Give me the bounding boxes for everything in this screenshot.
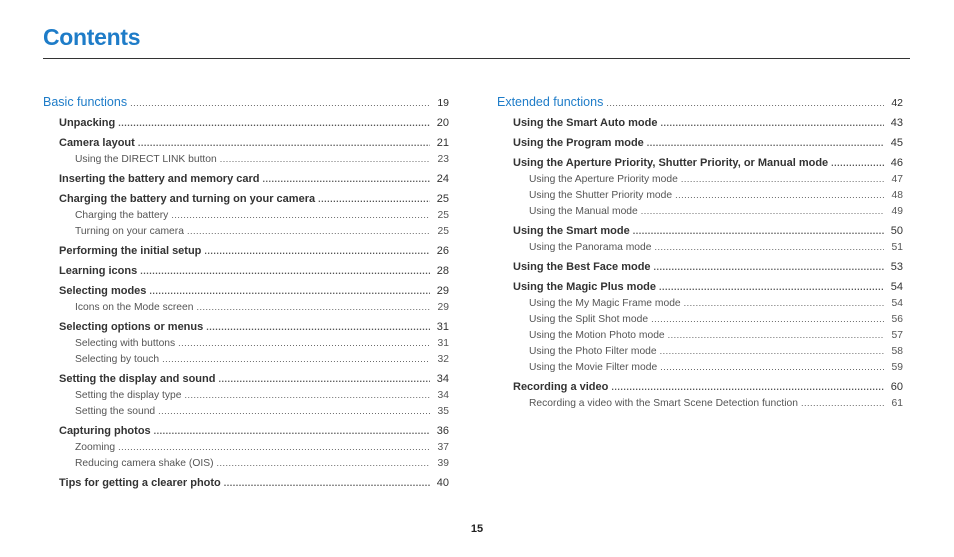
toc-page-number: 43 bbox=[890, 117, 903, 129]
toc-entry[interactable] bbox=[43, 117, 449, 134]
toc-page-number: 57 bbox=[891, 330, 903, 341]
toc-page-number: 61 bbox=[891, 398, 903, 409]
toc-subentry[interactable] bbox=[497, 174, 903, 190]
dot-leader bbox=[654, 262, 884, 272]
toc-page-number: 39 bbox=[437, 458, 449, 469]
title-divider bbox=[43, 58, 910, 59]
page-title: Contents bbox=[43, 24, 141, 50]
toc-page-number: 29 bbox=[436, 285, 449, 297]
toc-section-heading[interactable] bbox=[497, 95, 903, 114]
toc-subentry[interactable] bbox=[43, 442, 449, 458]
dot-leader bbox=[138, 138, 430, 148]
toc-page-number: 34 bbox=[436, 373, 449, 385]
toc-entry-title: Camera layout bbox=[59, 137, 135, 149]
toc-entry[interactable] bbox=[43, 245, 449, 262]
toc-page-number: 60 bbox=[890, 381, 903, 393]
dot-leader bbox=[659, 282, 884, 292]
dot-leader bbox=[204, 246, 430, 256]
toc-page-number: 25 bbox=[437, 226, 449, 237]
toc-entry[interactable] bbox=[43, 477, 449, 494]
toc-entry-title: Performing the initial setup bbox=[59, 245, 202, 257]
toc-page-number: 54 bbox=[891, 298, 903, 309]
dot-leader bbox=[660, 346, 884, 356]
toc-page-number: 26 bbox=[436, 245, 449, 257]
toc-entry-title: Charging the battery and turning on your camera bbox=[59, 193, 316, 205]
toc-page-number: 23 bbox=[437, 154, 449, 165]
toc-entry-title: Using the My Magic Frame mode bbox=[529, 298, 681, 309]
dot-leader bbox=[184, 390, 430, 400]
toc-page-number: 40 bbox=[436, 477, 449, 489]
toc-entry[interactable] bbox=[497, 137, 903, 154]
toc-entry-title: Using the Motion Photo mode bbox=[529, 330, 665, 341]
toc-entry-title: Using the Aperture Priority mode bbox=[529, 174, 678, 185]
dot-leader bbox=[655, 242, 885, 252]
toc-left-column bbox=[43, 93, 449, 494]
dot-leader bbox=[206, 322, 430, 332]
toc-entry-title: Setting the sound bbox=[75, 406, 156, 417]
toc-subentry[interactable] bbox=[43, 154, 449, 170]
toc-entry-title: Using the Panorama mode bbox=[529, 242, 652, 253]
toc-page-number: 28 bbox=[436, 265, 449, 277]
toc-entry-title: Using the Aperture Priority, Shutter Priority, or Manual mode bbox=[513, 157, 829, 169]
toc-subentry[interactable] bbox=[497, 314, 903, 330]
toc-entry-title: Recording a video bbox=[513, 381, 609, 393]
toc-subentry[interactable] bbox=[497, 398, 903, 414]
dot-leader bbox=[187, 226, 430, 236]
toc-page-number: 53 bbox=[890, 261, 903, 273]
toc-entry-title: Capturing photos bbox=[59, 425, 151, 437]
toc-entry[interactable] bbox=[497, 157, 903, 174]
toc-subentry[interactable] bbox=[497, 206, 903, 222]
dot-leader bbox=[162, 354, 430, 364]
toc-entry-title: Using the Smart Auto mode bbox=[513, 117, 658, 129]
toc-entry-title: Setting the display type bbox=[75, 390, 182, 401]
toc-entry[interactable] bbox=[497, 225, 903, 242]
dot-leader bbox=[149, 286, 430, 296]
toc-entry-title: Using the Photo Filter mode bbox=[529, 346, 657, 357]
toc-entry-title: Using the Best Face mode bbox=[513, 261, 651, 273]
dot-leader bbox=[668, 330, 884, 340]
toc-entry-title: Recording a video with the Smart Scene Detection function bbox=[529, 398, 799, 409]
toc-page-number: 35 bbox=[437, 406, 449, 417]
toc-entry[interactable] bbox=[497, 281, 903, 298]
dot-leader bbox=[197, 302, 431, 312]
dot-leader bbox=[681, 174, 884, 184]
toc-entry-title: Zooming bbox=[75, 442, 116, 453]
toc-entry[interactable] bbox=[497, 261, 903, 278]
toc-page-number: 54 bbox=[890, 281, 903, 293]
dot-leader bbox=[118, 118, 430, 128]
dot-leader bbox=[130, 98, 430, 108]
toc-page-number: 19 bbox=[437, 97, 449, 109]
toc-entry-title: Selecting by touch bbox=[75, 354, 160, 365]
dot-leader bbox=[140, 266, 430, 276]
toc-subentry[interactable] bbox=[497, 330, 903, 346]
toc-right-column bbox=[497, 93, 903, 414]
toc-entry-title: Icons on the Mode screen bbox=[75, 302, 194, 313]
toc-entry[interactable] bbox=[43, 173, 449, 190]
toc-entry-title: Charging the battery bbox=[75, 210, 169, 221]
toc-subentry[interactable] bbox=[43, 210, 449, 226]
toc-page-number: 34 bbox=[437, 390, 449, 401]
toc-entry[interactable] bbox=[497, 381, 903, 398]
toc-subentry[interactable] bbox=[43, 226, 449, 242]
toc-page-number: 37 bbox=[437, 442, 449, 453]
toc-entry-title: Using the Movie Filter mode bbox=[529, 362, 658, 373]
dot-leader bbox=[606, 98, 884, 108]
toc-entry-title: Basic functions bbox=[43, 95, 128, 109]
toc-entry[interactable] bbox=[43, 321, 449, 338]
toc-page-number: 47 bbox=[891, 174, 903, 185]
toc-subentry[interactable] bbox=[497, 346, 903, 362]
toc-entry-title: Learning icons bbox=[59, 265, 138, 277]
toc-page-number: 50 bbox=[890, 225, 903, 237]
dot-leader bbox=[217, 458, 431, 468]
toc-page-number: 25 bbox=[437, 210, 449, 221]
toc-subentry[interactable] bbox=[43, 390, 449, 406]
toc-page-number: 24 bbox=[436, 173, 449, 185]
dot-leader bbox=[171, 210, 430, 220]
toc-page-number: 46 bbox=[890, 157, 903, 169]
toc-subentry[interactable] bbox=[43, 354, 449, 370]
dot-leader bbox=[118, 442, 430, 452]
toc-entry-title: Reducing camera shake (OIS) bbox=[75, 458, 214, 469]
toc-page-number: 20 bbox=[436, 117, 449, 129]
toc-subentry[interactable] bbox=[497, 362, 903, 378]
dot-leader bbox=[675, 190, 884, 200]
dot-leader bbox=[218, 374, 430, 384]
toc-entry[interactable] bbox=[43, 285, 449, 302]
toc-entry-title: Using the DIRECT LINK button bbox=[75, 154, 217, 165]
toc-entry-title: Selecting modes bbox=[59, 285, 147, 297]
toc-subentry[interactable] bbox=[497, 190, 903, 206]
dot-leader bbox=[801, 398, 884, 408]
toc-entry-title: Using the Shutter Priority mode bbox=[529, 190, 673, 201]
toc-entry-title: Using the Program mode bbox=[513, 137, 644, 149]
dot-leader bbox=[641, 206, 884, 216]
toc-entry-title: Selecting with buttons bbox=[75, 338, 176, 349]
toc-subentry[interactable] bbox=[43, 406, 449, 422]
toc-page-number: 29 bbox=[437, 302, 449, 313]
dot-leader bbox=[263, 174, 431, 184]
dot-leader bbox=[154, 426, 430, 436]
toc-entry-title: Using the Manual mode bbox=[529, 206, 638, 217]
toc-page-number: 58 bbox=[891, 346, 903, 357]
toc-page-number: 21 bbox=[436, 137, 449, 149]
toc-page-number: 31 bbox=[437, 338, 449, 349]
dot-leader bbox=[224, 478, 430, 488]
toc-section-heading[interactable] bbox=[43, 95, 449, 114]
toc-page-number: 31 bbox=[436, 321, 449, 333]
toc-entry-title: Selecting options or menus bbox=[59, 321, 204, 333]
dot-leader bbox=[831, 158, 884, 168]
dot-leader bbox=[318, 194, 430, 204]
toc-subentry[interactable] bbox=[497, 242, 903, 258]
dot-leader bbox=[660, 362, 884, 372]
toc-subentry[interactable] bbox=[43, 458, 449, 474]
toc-subentry[interactable] bbox=[43, 302, 449, 318]
dot-leader bbox=[651, 314, 884, 324]
toc-entry-title: Unpacking bbox=[59, 117, 116, 129]
toc-entry[interactable] bbox=[43, 265, 449, 282]
toc-page-number: 32 bbox=[437, 354, 449, 365]
toc-page-number: 45 bbox=[890, 137, 903, 149]
toc-page-number: 49 bbox=[891, 206, 903, 217]
page-number: 15 bbox=[470, 523, 484, 535]
toc-entry-title: Using the Smart mode bbox=[513, 225, 630, 237]
dot-leader bbox=[220, 154, 430, 164]
toc-page-number: 42 bbox=[891, 97, 903, 109]
dot-leader bbox=[178, 338, 430, 348]
toc-entry[interactable] bbox=[497, 117, 903, 134]
toc-entry[interactable] bbox=[43, 425, 449, 442]
toc-entry-title: Tips for getting a clearer photo bbox=[59, 477, 221, 489]
toc-entry-title: Using the Split Shot mode bbox=[529, 314, 649, 325]
toc-entry[interactable] bbox=[43, 137, 449, 154]
toc-page-number: 51 bbox=[891, 242, 903, 253]
dot-leader bbox=[647, 138, 884, 148]
dot-leader bbox=[660, 118, 884, 128]
toc-entry[interactable] bbox=[43, 193, 449, 210]
dot-leader bbox=[633, 226, 884, 236]
toc-page-number: 59 bbox=[891, 362, 903, 373]
toc-entry-title: Extended functions bbox=[497, 95, 604, 109]
toc-entry-title: Inserting the battery and memory card bbox=[59, 173, 260, 185]
dot-leader bbox=[611, 382, 884, 392]
toc-page-number: 48 bbox=[891, 190, 903, 201]
dot-leader bbox=[684, 298, 884, 308]
toc-entry-title: Using the Magic Plus mode bbox=[513, 281, 657, 293]
toc-page-number: 25 bbox=[436, 193, 449, 205]
dot-leader bbox=[158, 406, 430, 416]
toc-subentry[interactable] bbox=[497, 298, 903, 314]
toc-entry-title: Turning on your camera bbox=[75, 226, 184, 237]
toc-page-number: 36 bbox=[436, 425, 449, 437]
toc-entry[interactable] bbox=[43, 373, 449, 390]
toc-entry-title: Setting the display and sound bbox=[59, 373, 216, 385]
toc-page-number: 56 bbox=[891, 314, 903, 325]
toc-subentry[interactable] bbox=[43, 338, 449, 354]
